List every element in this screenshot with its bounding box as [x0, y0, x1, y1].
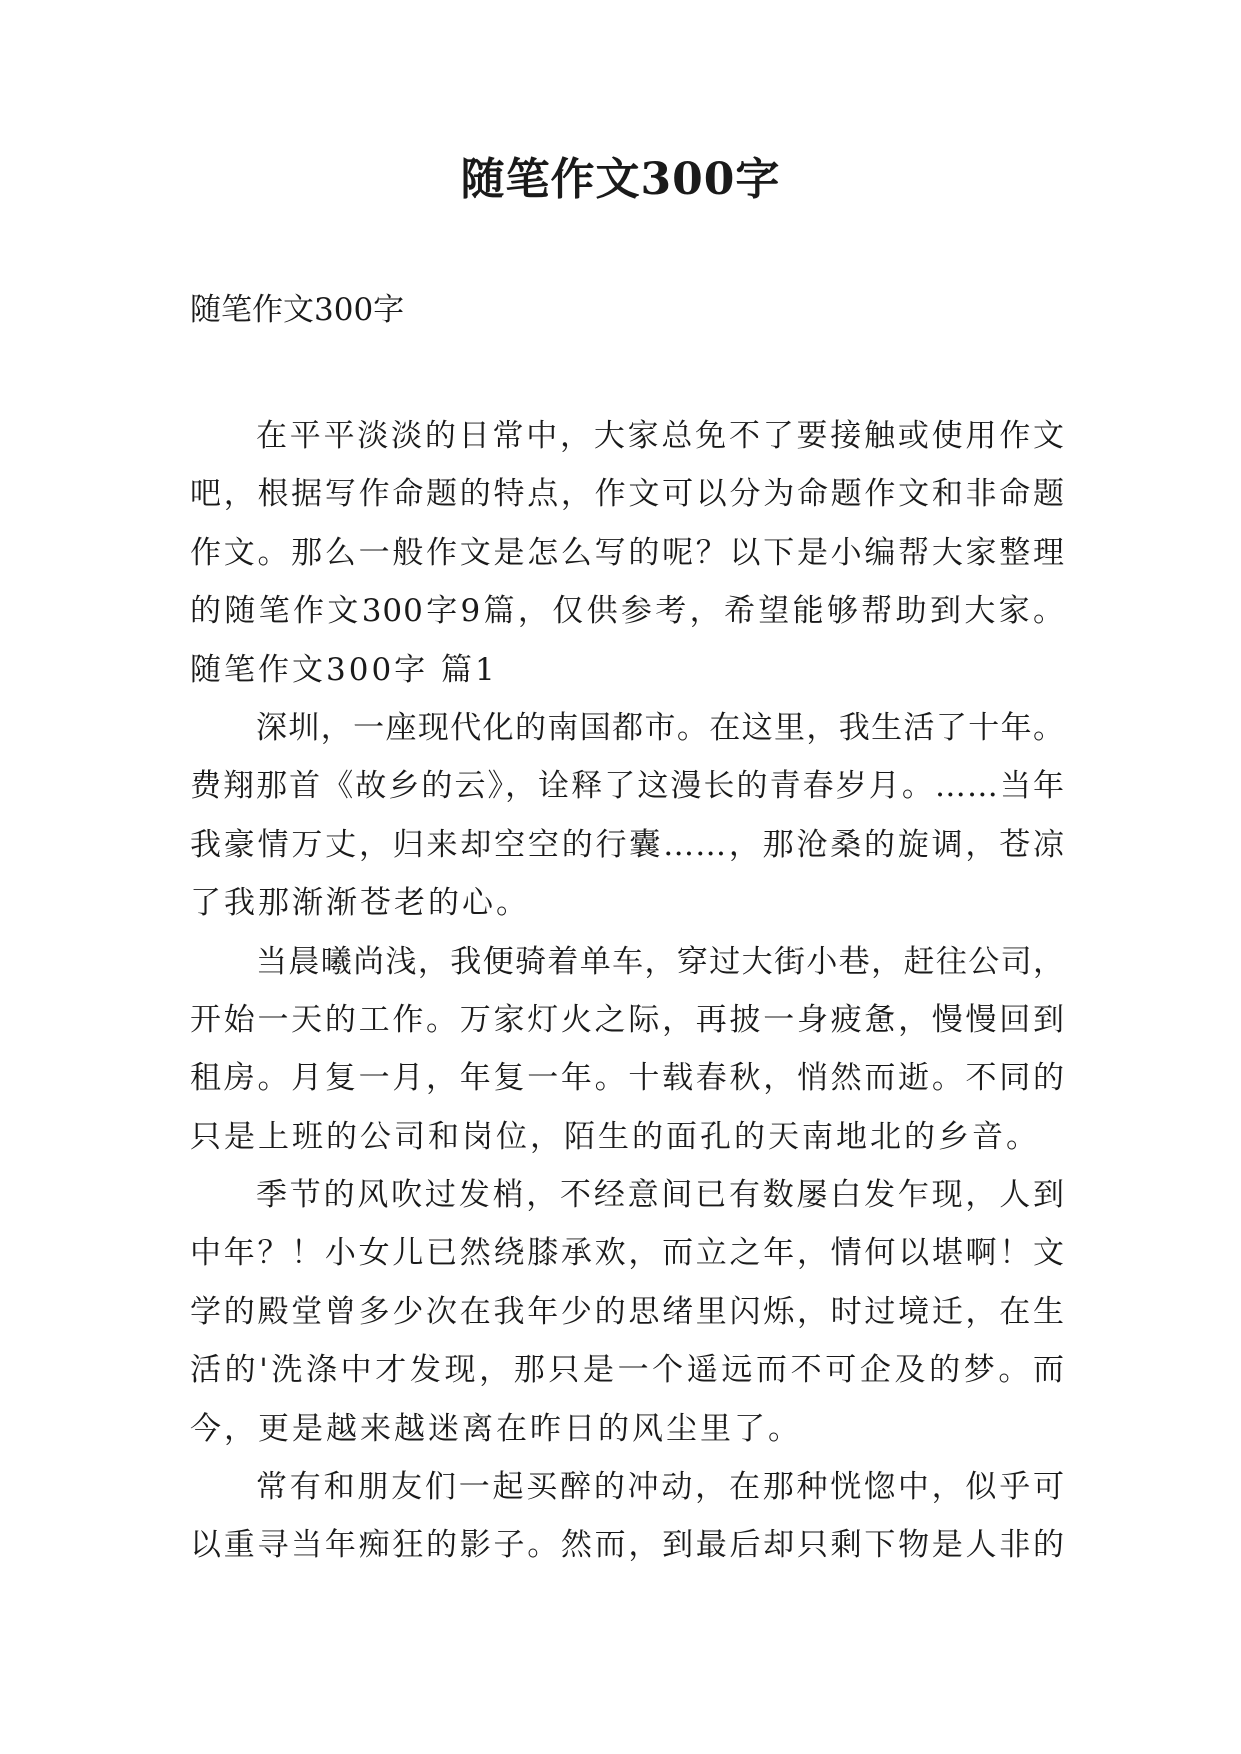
- text-line: 学的殿堂曾多少次在我年少的思绪里闪烁，时过境迁，在生: [190, 1293, 1065, 1330]
- text-line: 的随笔作文300字9篇，仅供参考，希望能够帮助到大家。: [190, 593, 1065, 630]
- text-line: 作文。那么一般作文是怎么写的呢？以下是小编帮大家整理: [190, 534, 1065, 571]
- text-line: 租房。月复一月，年复一年。十载春秋，悄然而逝。不同的: [190, 1060, 1065, 1097]
- text-line: 常有和朋友们一起买醉的冲动，在那种恍惚中，似乎可: [256, 1469, 1065, 1506]
- document-subtitle: 随笔作文300字: [190, 292, 405, 328]
- document-title: 随笔作文300字: [460, 154, 781, 205]
- text-line: 今，更是越来越迷离在昨日的风尘里了。: [190, 1410, 802, 1447]
- text-line: 当晨曦尚浅，我便骑着单车，穿过大街小巷，赶往公司，: [256, 943, 1065, 980]
- text-line: 中年？！小女儿已然绕膝承欢，而立之年，情何以堪啊！文: [190, 1235, 1065, 1272]
- text-line: 只是上班的公司和岗位，陌生的面孔的天南地北的乡音。: [190, 1118, 1040, 1155]
- text-line: 在平平淡淡的日常中，大家总免不了要接触或使用作文: [256, 418, 1065, 454]
- text-line: 季节的风吹过发梢，不经意间已有数屡白发乍现，人到: [256, 1177, 1065, 1214]
- document-body: [190, 407, 1065, 1575]
- text-line: 活的'洗涤中才发现，那只是一个遥远而不可企及的梦。而: [190, 1352, 1065, 1389]
- text-line: 了我那渐渐苍老的心。: [190, 885, 530, 922]
- text-line: 费翔那首《故乡的云》，诠释了这漫长的青春岁月。……当年: [190, 768, 1065, 805]
- text-line: 开始一天的工作。万家灯火之际，再披一身疲惫，慢慢回到: [190, 1001, 1065, 1038]
- text-line: 以重寻当年痴狂的影子。然而，到最后却只剩下物是人非的: [190, 1527, 1065, 1564]
- text-line: 吧，根据写作命题的特点，作文可以分为命题作文和非命题: [190, 476, 1065, 513]
- text-line: 深圳，一座现代化的南国都市。在这里，我生活了十年。: [256, 709, 1065, 746]
- text-line: 我豪情万丈，归来却空空的行囊……，那沧桑的旋调，苍凉: [190, 826, 1065, 863]
- section-heading: 随笔作文300字 篇1: [190, 651, 498, 688]
